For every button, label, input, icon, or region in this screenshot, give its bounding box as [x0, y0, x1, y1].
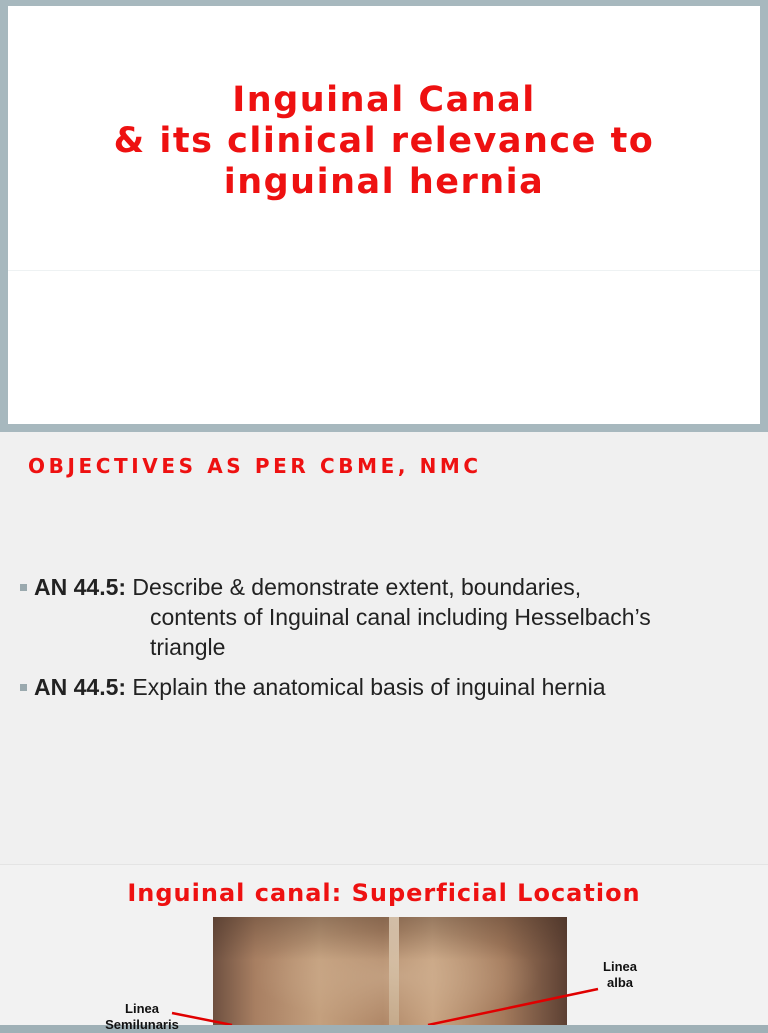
- linea-alba-arrow: [428, 989, 598, 1025]
- title-line-3: inguinal hernia: [223, 162, 545, 202]
- objectives-slide: [0, 432, 768, 864]
- label-line: Linea: [125, 1001, 159, 1016]
- objective-text-continuation: triangle: [150, 634, 226, 660]
- objectives-heading: OBJECTIVES AS PER CBME, NMC: [28, 454, 482, 478]
- title-slide-canvas: [8, 6, 760, 424]
- slide-divider-band: [8, 270, 760, 279]
- location-slide: [0, 864, 768, 1032]
- title-slide: [0, 0, 768, 432]
- bullet-square-icon: [20, 584, 27, 591]
- label-line: Linea: [603, 959, 637, 974]
- list-item: [20, 672, 750, 702]
- bullet-square-icon: [20, 684, 27, 691]
- location-slide-title: Inguinal canal: Superficial Location: [127, 879, 641, 907]
- objective-text-continuation: contents of Inguinal canal including Hesselbach’s: [150, 604, 651, 630]
- title-line-2: & its clinical relevance to: [113, 121, 655, 161]
- label-line: Semilunaris: [105, 1017, 179, 1032]
- objectives-list: [20, 572, 750, 712]
- objective-code: AN 44.5:: [34, 674, 127, 700]
- objective-text: Describe & demonstrate extent, boundaries,: [126, 574, 582, 600]
- objective-text: Explain the anatomical basis of inguinal hernia: [126, 674, 606, 700]
- label-linea-semilunaris: [94, 1001, 190, 1033]
- title-line-1: Inguinal Canal: [232, 80, 536, 120]
- list-item: [20, 572, 750, 662]
- label-linea-alba: [594, 959, 646, 991]
- label-line: alba: [606, 975, 633, 990]
- slide-title: [8, 80, 760, 203]
- objective-code: AN 44.5:: [34, 574, 127, 600]
